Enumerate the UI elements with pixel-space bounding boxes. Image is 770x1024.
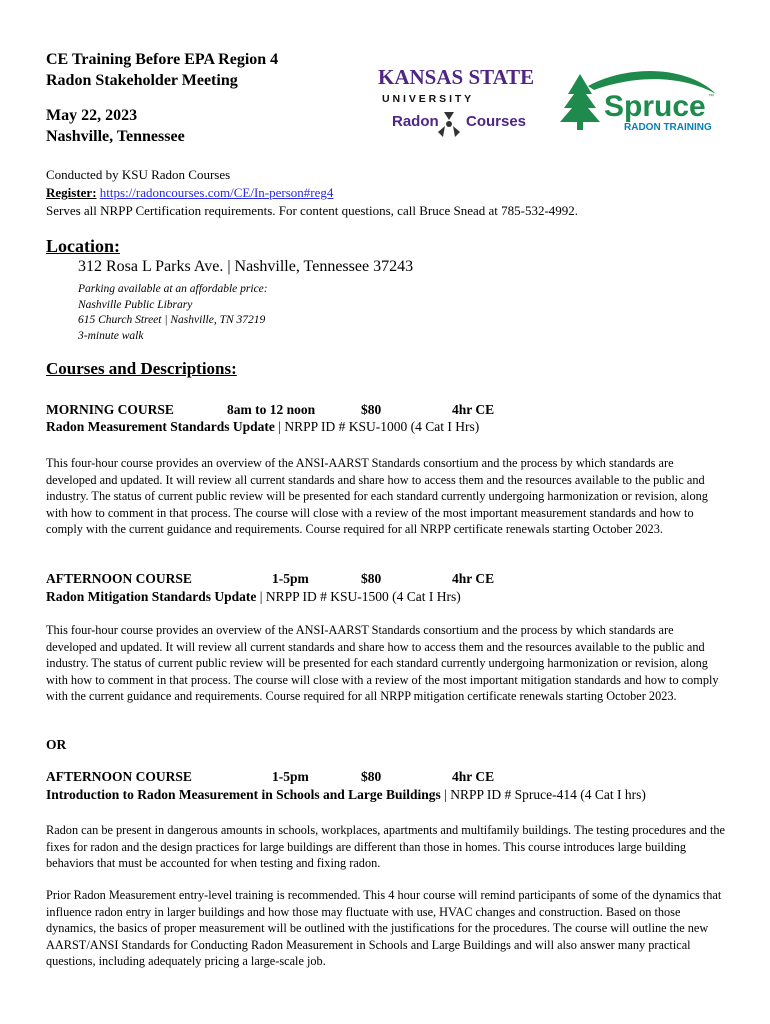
parking-info [78,282,268,344]
course-session: MORNING COURSE [46,402,174,417]
parking-line: Nashville Public Library [78,298,193,311]
course-price: $80 [361,402,382,417]
course-3-description: Radon can be present in dangerous amounts in schools, workplaces, apartments and multifamily buildings. The testing procedures and the fixes for radon and the design practices for large buildings are different than those in homes. This course introduces large building behaviors that must be accounted for when testing and fixing radon. [46,823,726,871]
course-price: $80 [361,571,382,586]
parking-line: 615 Church Street | Nashville, TN 37219 [78,314,266,326]
course-price: $80 [361,769,382,784]
course-time: 1-5pm [272,769,309,784]
ksu-logo-name: KANSAS STATE [378,65,535,89]
course-id: | NRPP ID # Spruce-414 (4 Cat I hrs) [440,787,646,802]
course-1-description: This four-hour course provides an overview of the ANSI-AARST Standards consortium and the process by which standards are developed and updated. It will review all current standards and share how to access them and the resources available to the public and industry. The status of current public review will be presented for each standard currently undergoing harmonization or revision, along with how to comment in that process. The course will close with a review of the most important measurement standards and how to comply with the current guidance and requirements. Course required for all NRPP certificate renewals starting October 2023. [46,456,708,537]
spruce-logo-trademark: ™ [708,94,714,100]
spruce-logo-tagline: RADON TRAINING [624,122,712,133]
course-session: AFTERNOON COURSE [46,571,192,586]
courses-heading: Courses and Descriptions: [46,359,237,378]
title-line-2: Radon Stakeholder Meeting [46,72,238,89]
register-label: Register: [46,185,97,200]
course-3-description-2: Prior Radon Measurement entry-level training is recommended. This 4 hour course will remind participants of some of the dynamics that influence radon entry in larger buildings and how those may fluctuate with use, HVAC changes and construction. Based on those dynamics, the basics of proper measurement will be outlined with the justifications for the procedures. The course will outline the new AARST/ANSI Standards for Conducting Radon Measurement in Schools and Large Buildings and will also answer many practical questions, including adequately pricing a large-scale job. [46,888,722,969]
conducted-by: Conducted by KSU Radon Courses [46,167,231,182]
ksu-radon-courses-logo [378,60,538,140]
register-line [46,184,578,202]
course-id: | NRPP ID # KSU-1000 (4 Cat I Hrs) [274,419,480,434]
course-time: 8am to 12 noon [227,402,316,417]
course-2-description: This four-hour course provides an overview of the ANSI-AARST Standards consortium and the process by which standards are developed and updated. It will review all current standards and share how to access them and the resources available to the public and industry. The status of current public review will be presented for each standard currently undergoing harmonization or revision, along with how to comment in that process. The course will close with a review of the most important mitigation standards and how to comply with the current guidance and requirements. Course required for all NRPP mitigation certificate renewals starting October 2023. [46,623,719,704]
course-ce: 4hr CE [452,402,495,417]
course-ce: 4hr CE [452,769,495,784]
course-id: | NRPP ID # KSU-1500 (4 Cat I Hrs) [256,589,461,604]
course-3-title [46,787,646,803]
intro-block [46,166,578,220]
parking-line: 3-minute walk [78,329,144,342]
title-line-1: CE Training Before EPA Region 4 [46,51,279,68]
radiation-trefoil-icon [438,112,460,137]
spruce-radon-training-logo [558,64,718,136]
parking-line: Parking available at an affordable price: [78,283,268,295]
event-date: May 22, 2023 [46,107,138,124]
ksu-logo-radon: Radon [392,113,439,130]
course-2-title [46,589,461,605]
or-separator: OR [46,737,67,752]
spruce-tree-icon [560,74,600,130]
course-name: Introduction to Radon Measurement in Schools and Large Buildings [46,787,441,802]
course-1-title [46,419,479,435]
course-ce: 4hr CE [452,571,495,586]
register-link[interactable]: https://radoncourses.com/CE/In-person#reg4 [99,185,334,200]
serves-note: Serves all NRPP Certification requirements. For content questions, call Bruce Snead at 785-532-4992. [46,203,579,218]
document-header [46,49,278,147]
course-time: 1-5pm [272,571,309,586]
location-heading: Location: [46,236,120,256]
course-name: Radon Mitigation Standards Update [46,589,257,604]
location-address: 312 Rosa L Parks Ave. | Nashville, Tennessee 37243 [78,258,414,275]
spruce-logo-name: Spruce [604,90,706,123]
course-name: Radon Measurement Standards Update [46,419,275,434]
course-session: AFTERNOON COURSE [46,769,192,784]
ksu-logo-courses: Courses [466,113,527,130]
event-city: Nashville, Tennessee [46,128,185,145]
ksu-logo-university: U N I V E R S I T Y [382,93,472,105]
